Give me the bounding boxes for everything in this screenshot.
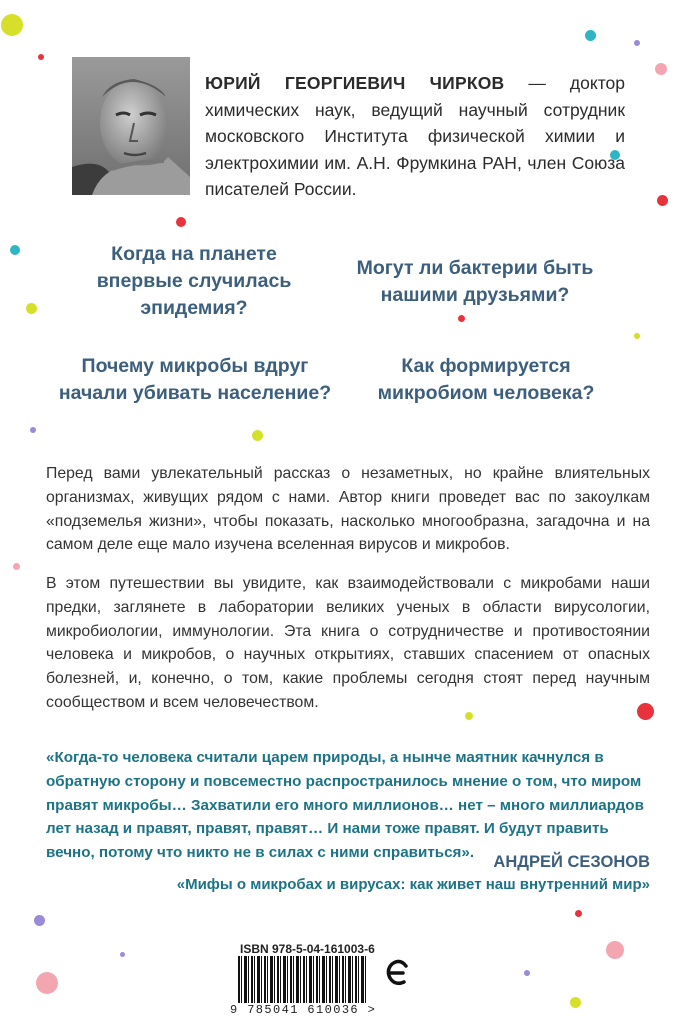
- dot: [585, 30, 596, 41]
- quote-book-title: «Мифы о микробах и вирусах: как живет наш внутренний мир»: [176, 876, 650, 893]
- quote-author: АНДРЕЙ СЕЗОНОВ: [493, 853, 650, 871]
- dot: [176, 217, 186, 227]
- dot: [524, 970, 530, 976]
- dot: [657, 195, 668, 206]
- dot: [30, 427, 36, 433]
- dot: [34, 915, 45, 926]
- dot: [655, 63, 667, 75]
- isbn-label: ISBN 978-5-04-161003-6: [240, 942, 375, 956]
- author-bio-text: — доктор химических наук, ведущий научный сотрудник московского Института физической химии и электрохимии им. А.Н. Фрумкина РАН, член Союза писателей России.: [205, 73, 625, 199]
- dot: [570, 997, 581, 1008]
- question-4: Как формируется микробиом человека?: [377, 355, 595, 404]
- review-quote: «Когда-то человека считали царем природы, а нынче маятник качнулся в обратную сторону и повсеместно распространилось мнение о том, что миром правят микробы… Захватили его много миллионов… нет – много миллиардов лет назад и правят, правят, правят… И нами тоже правят. И будут править вечно, потому что никто не в силах с ними справиться».: [46, 749, 644, 862]
- barcode: [238, 956, 366, 1004]
- question-1: Когда на планете впервые случилась эпидемия?: [96, 243, 292, 319]
- description-paragraph-2: В этом путешествии вы увидите, как взаимодействовали с микробами наши предки, заглянете в лаборатории великих ученых в области вирусологии, микробиологии, иммунологии. Эта книга о сотрудничестве и противостоянии человека и микробов, о научных открытиях, ставших спасением от опасных болезней, и, конечно, о том, какие проблемы сегодня стоят перед научным сообществом и всем человечеством.: [46, 575, 650, 711]
- author-photo-icon: [72, 57, 190, 195]
- dot: [36, 972, 58, 994]
- question-3: Почему микробы вдруг начали убивать население?: [58, 355, 332, 404]
- dot: [1, 14, 23, 36]
- dot: [252, 430, 263, 441]
- dot: [120, 952, 125, 957]
- dot: [26, 303, 37, 314]
- dot: [458, 315, 465, 322]
- dot: [606, 941, 624, 959]
- dot: [575, 910, 582, 917]
- author-name: ЮРИЙ ГЕОРГИЕВИЧ ЧИРКОВ: [205, 73, 505, 93]
- dot: [38, 54, 44, 60]
- eksmo-logo-icon: [386, 958, 410, 988]
- dot: [13, 563, 20, 570]
- question-2: Могут ли бактерии быть нашими друзьями?: [356, 257, 594, 306]
- dot: [10, 245, 20, 255]
- author-bio: [205, 70, 625, 203]
- dot: [634, 40, 640, 46]
- author-portrait: [72, 57, 190, 195]
- dot: [634, 333, 640, 339]
- barcode-number: 9 785041 610036 >: [230, 1003, 377, 1017]
- description-paragraph-1: Перед вами увлекательный рассказ о незаметных, но крайне влиятельных организмах, живущих рядом с нами. Автор книги проведет вас по закоулкам «подземелья жизни», чтобы показать, насколько многообразна, загадочна и на самом деле еще мало изучена вселенная вирусов и микробов.: [46, 465, 650, 554]
